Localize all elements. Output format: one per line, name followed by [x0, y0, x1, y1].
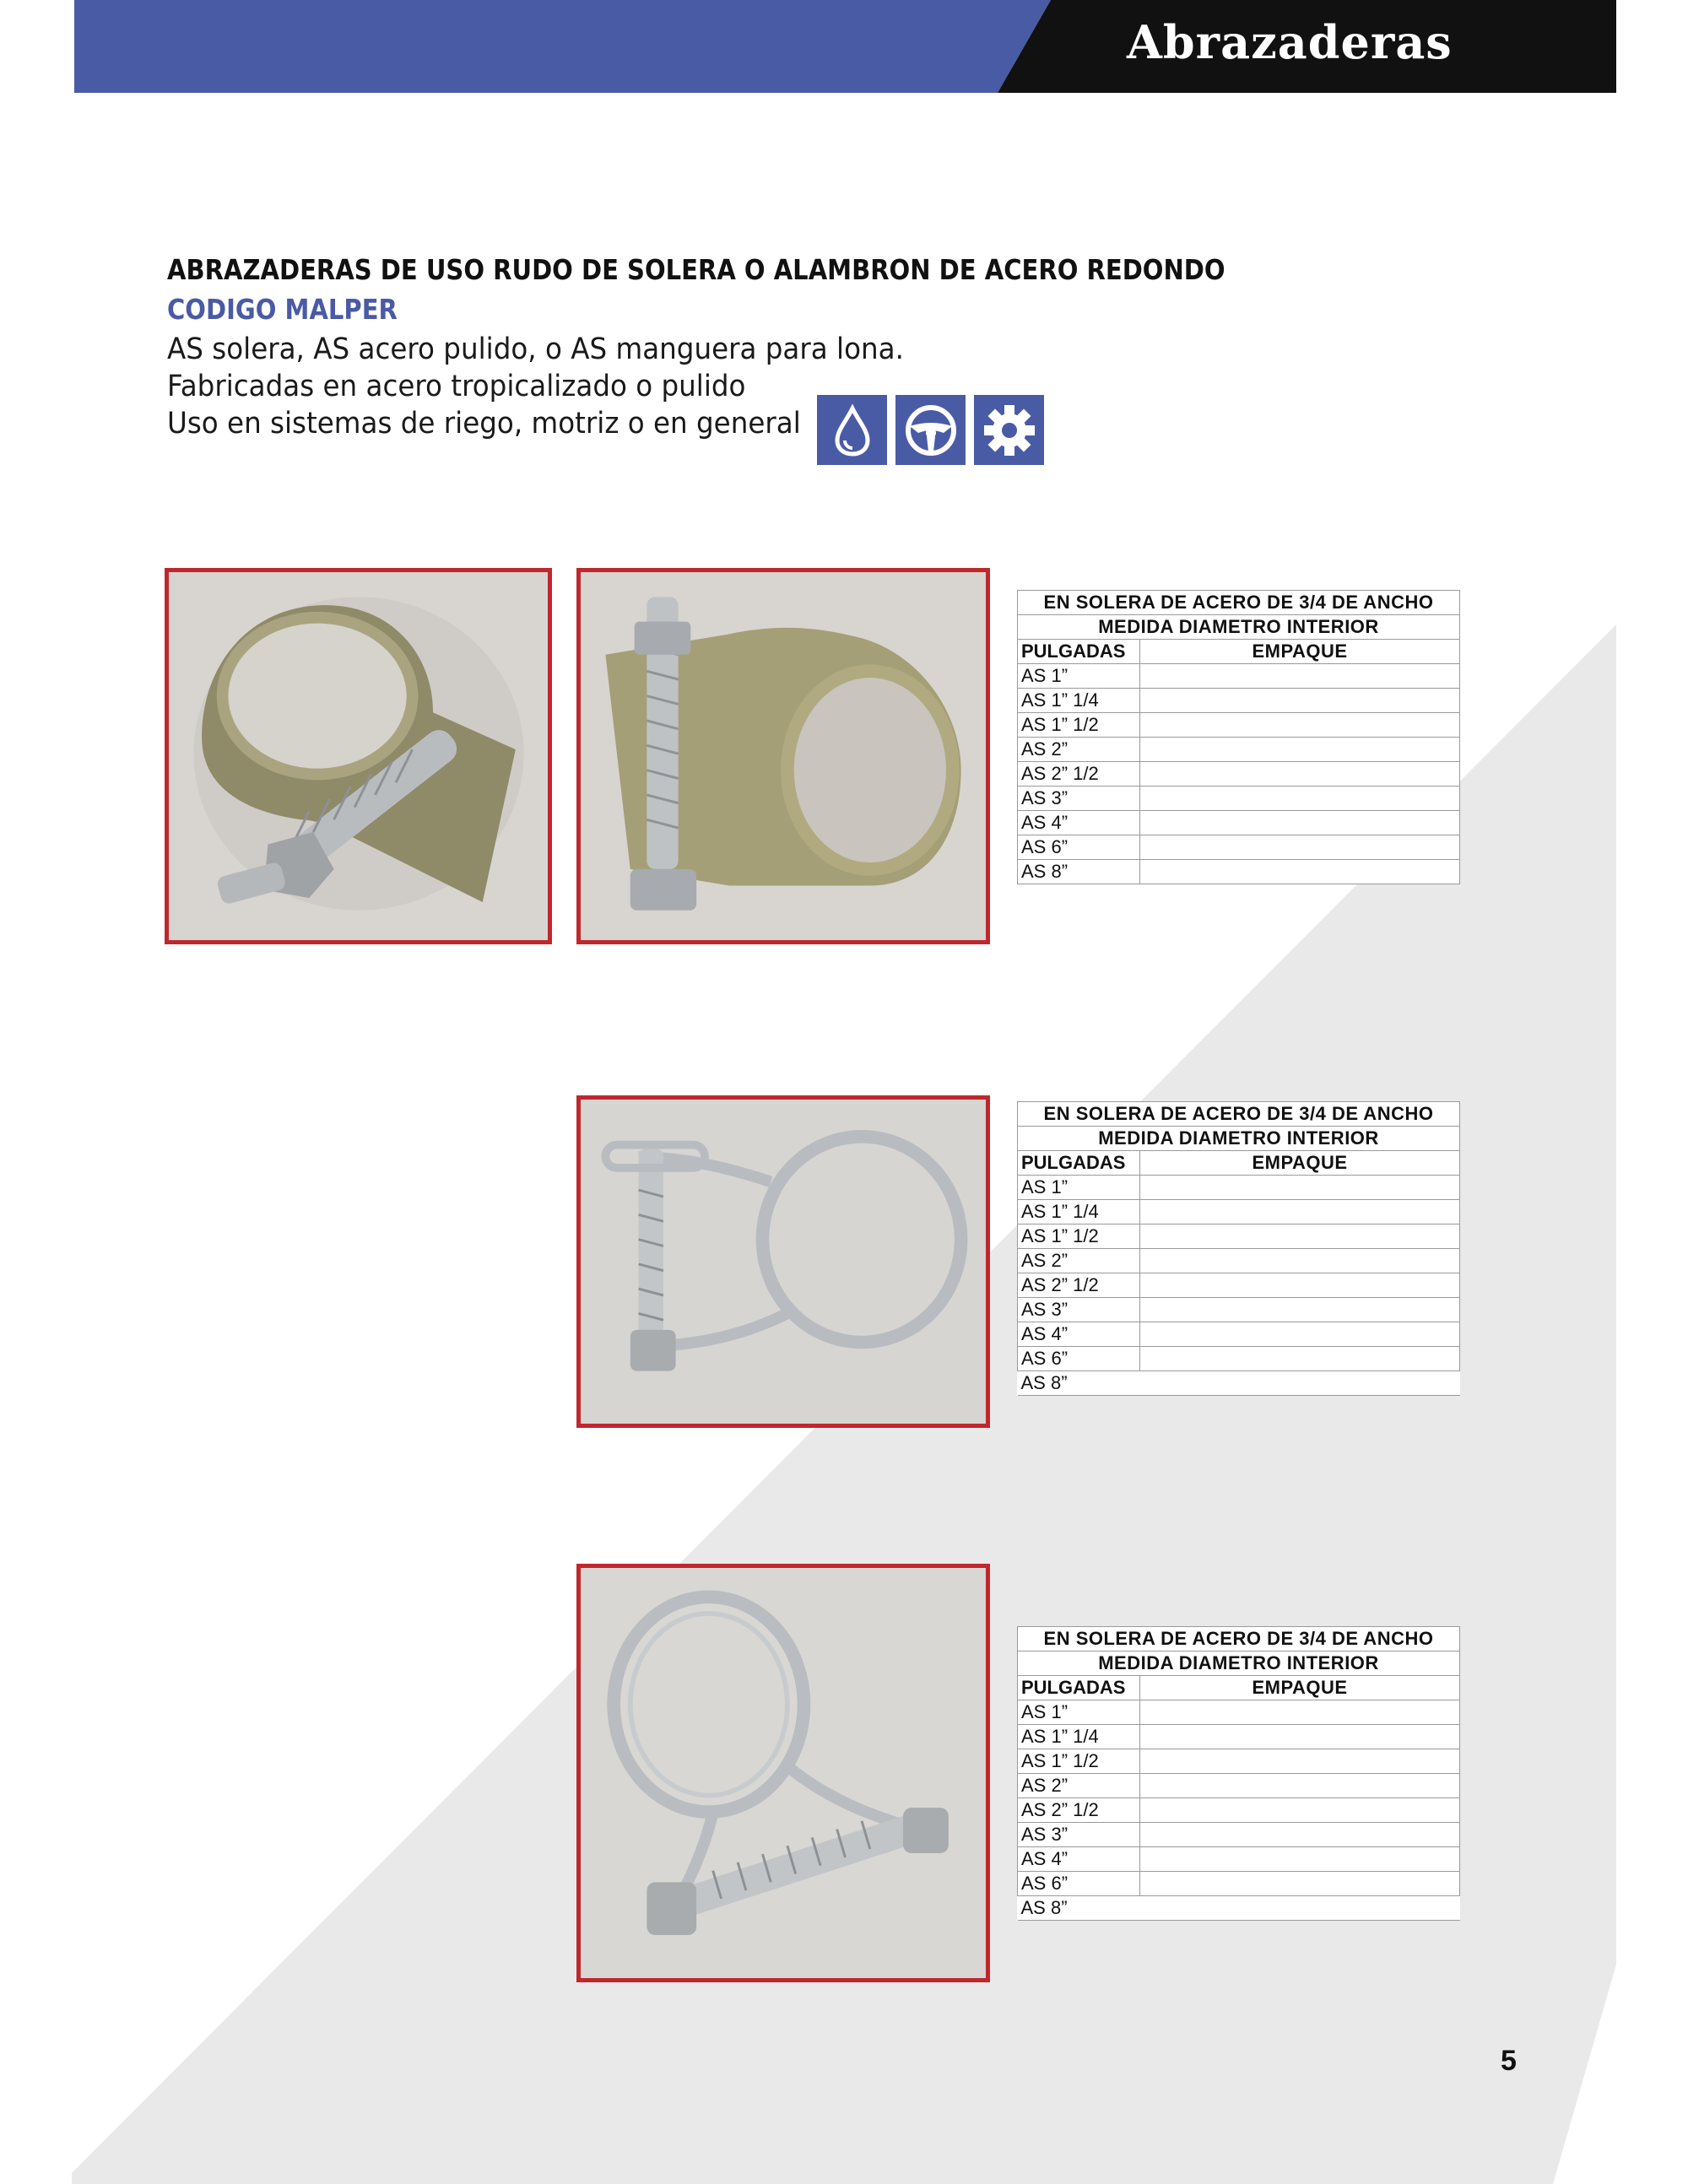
- empaque-cell: [1140, 738, 1460, 762]
- size-cell: AS 1” 1/4: [1018, 1200, 1140, 1224]
- size-cell: AS 4”: [1018, 1322, 1140, 1347]
- column-header-empaque: EMPAQUE: [1140, 1151, 1460, 1176]
- table-row: [1018, 1823, 1460, 1847]
- table-row: [1018, 1371, 1460, 1396]
- table-title: EN SOLERA DE ACERO DE 3/4 DE ANCHO: [1018, 1102, 1460, 1127]
- column-header-empaque: EMPAQUE: [1140, 640, 1460, 664]
- empaque-cell: [1140, 1347, 1460, 1371]
- product-photo-wire-clamp-1: [576, 1095, 990, 1428]
- table-row: [1018, 1847, 1460, 1872]
- empaque-cell: [1140, 1273, 1460, 1298]
- size-cell: AS 8”: [1018, 1896, 1140, 1921]
- table-row: [1018, 1774, 1460, 1798]
- size-table-3: [1017, 1626, 1460, 1921]
- empaque-cell: [1140, 1322, 1460, 1347]
- empaque-cell: [1140, 1896, 1460, 1921]
- empaque-cell: [1140, 1823, 1460, 1847]
- size-cell: AS 1” 1/2: [1018, 713, 1140, 738]
- size-cell: AS 3”: [1018, 1823, 1140, 1847]
- table-row: [1018, 1725, 1460, 1749]
- empaque-cell: [1140, 689, 1460, 713]
- size-cell: AS 2”: [1018, 1774, 1140, 1798]
- table-title: EN SOLERA DE ACERO DE 3/4 DE ANCHO: [1018, 591, 1460, 615]
- section-title: ABRAZADERAS DE USO RUDO DE SOLERA O ALAMBRON DE ACERO REDONDO: [167, 253, 1225, 286]
- description-line: AS solera, AS acero pulido, o AS manguera para lona.: [167, 332, 904, 366]
- table-row: [1018, 1273, 1460, 1298]
- column-header-pulgadas: PULGADAS: [1018, 1676, 1140, 1700]
- table-row: [1018, 1176, 1460, 1200]
- size-cell: AS 3”: [1018, 787, 1140, 811]
- size-cell: AS 2”: [1018, 738, 1140, 762]
- page-number: 5: [1501, 2045, 1517, 2077]
- table-row: [1018, 1749, 1460, 1774]
- size-cell: AS 6”: [1018, 1347, 1140, 1371]
- column-header-empaque: EMPAQUE: [1140, 1676, 1460, 1700]
- size-cell: AS 1”: [1018, 1176, 1140, 1200]
- empaque-cell: [1140, 762, 1460, 787]
- empaque-cell: [1140, 1200, 1460, 1224]
- empaque-cell: [1140, 1725, 1460, 1749]
- description-line: Fabricadas en acero tropicalizado o pulido: [167, 370, 746, 403]
- size-cell: AS 8”: [1018, 1371, 1140, 1396]
- size-cell: AS 1” 1/2: [1018, 1224, 1140, 1249]
- empaque-cell: [1140, 1700, 1460, 1725]
- size-table-2: [1017, 1101, 1460, 1396]
- empaque-cell: [1140, 1798, 1460, 1823]
- size-cell: AS 1” 1/4: [1018, 1725, 1140, 1749]
- table-row: [1018, 1798, 1460, 1823]
- empaque-cell: [1140, 1249, 1460, 1273]
- empaque-cell: [1140, 1847, 1460, 1872]
- table-row: [1018, 1700, 1460, 1725]
- size-cell: AS 2” 1/2: [1018, 1273, 1140, 1298]
- empaque-cell: [1140, 664, 1460, 689]
- table-row: [1018, 1224, 1460, 1249]
- table-row: [1018, 689, 1460, 713]
- table-row: [1018, 811, 1460, 835]
- column-header-pulgadas: PULGADAS: [1018, 1151, 1140, 1176]
- table-row: [1018, 835, 1460, 860]
- size-cell: AS 1” 1/4: [1018, 689, 1140, 713]
- size-cell: AS 2” 1/2: [1018, 762, 1140, 787]
- table-row: [1018, 664, 1460, 689]
- product-photo-wire-clamp-2: [576, 1564, 990, 1982]
- steering-wheel-icon: [895, 395, 966, 465]
- table-subtitle: MEDIDA DIAMETRO INTERIOR: [1018, 1127, 1460, 1151]
- table-row: [1018, 762, 1460, 787]
- size-cell: AS 2”: [1018, 1249, 1140, 1273]
- size-cell: AS 4”: [1018, 1847, 1140, 1872]
- table-row: [1018, 860, 1460, 884]
- usage-icons: [817, 395, 1044, 465]
- table-row: [1018, 1298, 1460, 1322]
- table-row: [1018, 738, 1460, 762]
- gear-icon: [974, 395, 1044, 465]
- empaque-cell: [1140, 1872, 1460, 1896]
- water-drop-icon: [817, 395, 887, 465]
- size-cell: AS 6”: [1018, 1872, 1140, 1896]
- size-cell: AS 1” 1/2: [1018, 1749, 1140, 1774]
- header-title: Abrazaderas: [1127, 15, 1453, 69]
- table-row: [1018, 1896, 1460, 1921]
- column-header-pulgadas: PULGADAS: [1018, 640, 1140, 664]
- table-title: EN SOLERA DE ACERO DE 3/4 DE ANCHO: [1018, 1627, 1460, 1652]
- empaque-cell: [1140, 1749, 1460, 1774]
- size-cell: AS 3”: [1018, 1298, 1140, 1322]
- product-photo-band-clamp-2: [576, 568, 990, 944]
- empaque-cell: [1140, 1224, 1460, 1249]
- size-cell: AS 4”: [1018, 811, 1140, 835]
- empaque-cell: [1140, 713, 1460, 738]
- empaque-cell: [1140, 787, 1460, 811]
- table-subtitle: MEDIDA DIAMETRO INTERIOR: [1018, 1652, 1460, 1676]
- empaque-cell: [1140, 1298, 1460, 1322]
- size-cell: AS 6”: [1018, 835, 1140, 860]
- product-photo-band-clamp-1: [165, 568, 552, 944]
- empaque-cell: [1140, 1774, 1460, 1798]
- intro-section: [167, 253, 1370, 442]
- table-row: [1018, 1249, 1460, 1273]
- table-row: [1018, 1200, 1460, 1224]
- size-cell: AS 1”: [1018, 1700, 1140, 1725]
- size-cell: AS 2” 1/2: [1018, 1798, 1140, 1823]
- empaque-cell: [1140, 860, 1460, 884]
- section-subtitle: CODIGO MALPER: [167, 293, 398, 326]
- table-subtitle: MEDIDA DIAMETRO INTERIOR: [1018, 615, 1460, 640]
- table-row: [1018, 1347, 1460, 1371]
- description-line: Uso en sistemas de riego, motriz o en general: [167, 407, 801, 441]
- empaque-cell: [1140, 1371, 1460, 1396]
- size-cell: AS 1”: [1018, 664, 1140, 689]
- table-row: [1018, 787, 1460, 811]
- empaque-cell: [1140, 835, 1460, 860]
- table-row: [1018, 713, 1460, 738]
- table-row: [1018, 1322, 1460, 1347]
- size-table-1: [1017, 590, 1460, 884]
- size-cell: AS 8”: [1018, 860, 1140, 884]
- table-row: [1018, 1872, 1460, 1896]
- empaque-cell: [1140, 1176, 1460, 1200]
- empaque-cell: [1140, 811, 1460, 835]
